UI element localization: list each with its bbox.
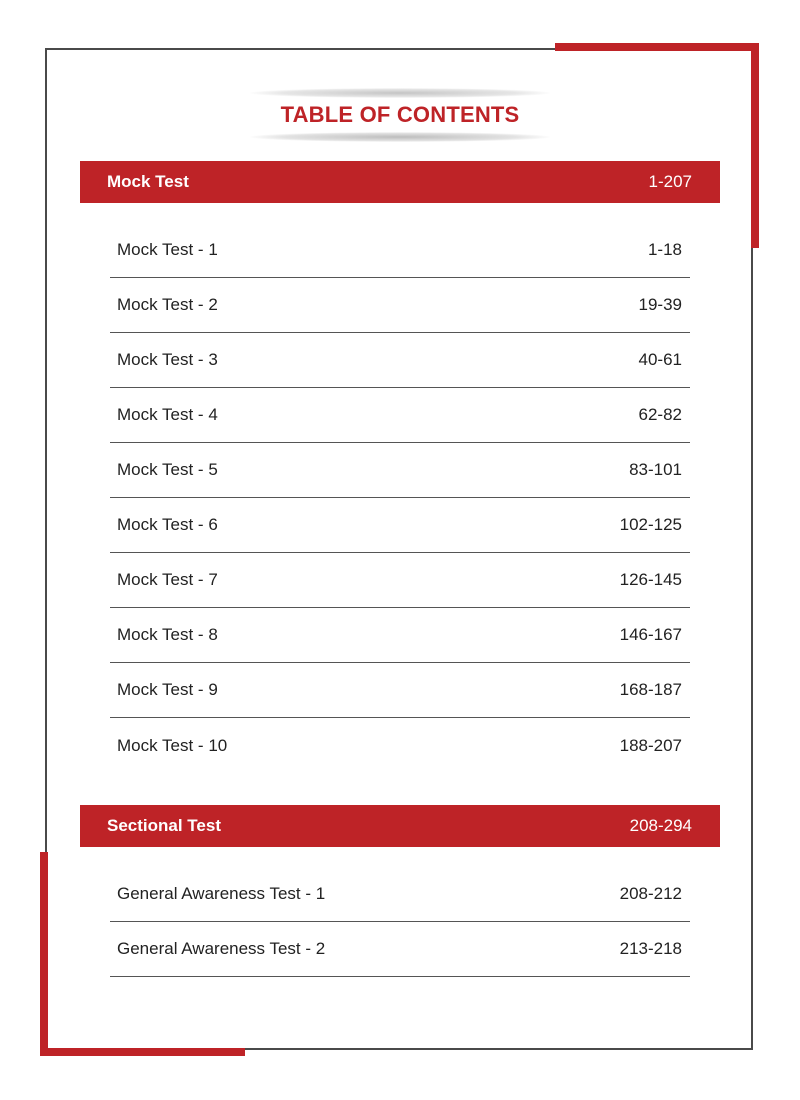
toc-entry-label: Mock Test - 9 [117,680,218,699]
corner-accent-top-right [555,43,759,51]
toc-entry[interactable] [110,443,690,498]
toc-entry-label: Mock Test - 3 [117,350,218,369]
toc-entry-pages: 146-167 [619,625,682,644]
toc-entry[interactable] [110,718,690,773]
toc-entry-pages: 62-82 [638,405,682,424]
toc-entry[interactable] [110,922,690,977]
toc-entry[interactable] [110,278,690,333]
toc-entry[interactable] [110,867,690,922]
toc-entry-label: General Awareness Test - 1 [117,884,326,903]
toc-entry-pages: 208-212 [619,884,682,903]
section-page-range: 208-294 [629,816,692,835]
toc-entry-label: Mock Test - 8 [117,625,218,644]
toc-entry-pages: 188-207 [619,735,682,755]
title-banner [250,88,550,142]
toc-entry[interactable] [110,333,690,388]
toc-entry[interactable] [110,663,690,718]
section-page-range: 1-207 [648,172,692,191]
toc-entry-label: Mock Test - 4 [117,405,218,424]
toc-entry[interactable] [110,223,690,278]
section-title: Sectional Test [107,816,221,835]
section-header-mock-test[interactable] [80,161,720,203]
toc-entry-pages: 83-101 [629,460,682,479]
toc-entry-label: Mock Test - 1 [117,240,218,259]
toc-entry-label: Mock Test - 10 [117,735,228,755]
corner-accent-bottom-left [40,1048,245,1056]
toc-entry[interactable] [110,498,690,553]
sectional-test-list [110,867,690,977]
toc-entry-pages: 126-145 [619,570,682,589]
toc-entry-pages: 40-61 [638,350,682,369]
section-header-sectional-test[interactable] [80,805,720,847]
toc-entry-label: Mock Test - 5 [117,460,218,479]
toc-entry-pages: 213-218 [619,939,682,958]
toc-entry[interactable] [110,608,690,663]
toc-entry[interactable] [110,388,690,443]
toc-entry-label: General Awareness Test - 2 [117,939,326,958]
section-title: Mock Test [107,172,189,191]
corner-accent-top-right-vertical [751,43,759,248]
toc-entry-label: Mock Test - 2 [117,295,218,314]
page-title: TABLE OF CONTENTS [280,102,520,127]
mock-test-list [110,223,690,773]
corner-accent-bottom-left-vertical [40,852,48,1056]
toc-entry[interactable] [110,553,690,608]
toc-entry-pages: 168-187 [619,680,682,699]
toc-entry-pages: 1-18 [647,240,682,259]
toc-entry-pages: 102-125 [619,515,682,534]
title-swoosh-bottom [250,132,550,142]
toc-entry-pages: 19-39 [638,295,682,314]
toc-entry-label: Mock Test - 6 [117,515,218,534]
title-swoosh-top [250,88,550,98]
toc-entry-label: Mock Test - 7 [117,570,218,589]
